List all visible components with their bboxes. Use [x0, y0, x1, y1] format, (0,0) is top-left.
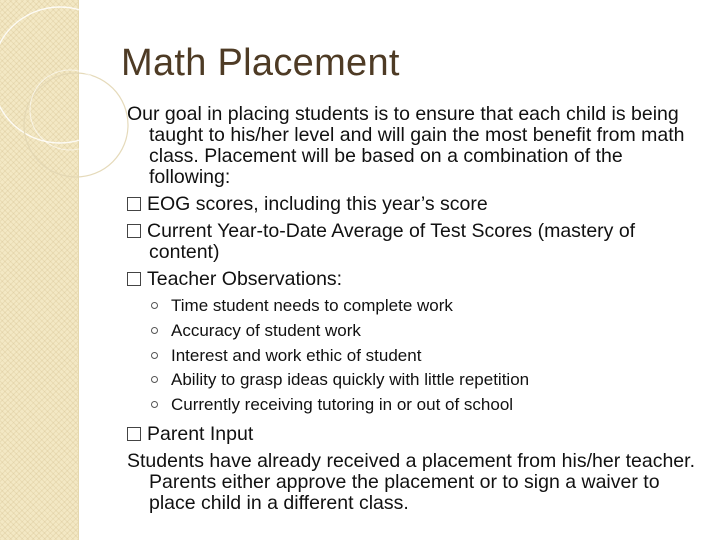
circle-bullet-icon: [151, 327, 158, 334]
circle-bullet-icon: [151, 376, 158, 383]
bullet-item: Parent Input: [127, 424, 707, 445]
sub-bullet-list: [127, 296, 707, 414]
closing-paragraph: Students have already received a placement from his/her teacher. Parents either approve the placement or to sign a waiver to place child in a different class.: [127, 450, 695, 515]
sub-bullet-item: Accuracy of student work: [127, 321, 707, 340]
slide-body: [127, 104, 707, 520]
sub-bullet-item: Currently receiving tutoring in or out of school: [127, 395, 707, 414]
square-bullet-icon: [127, 197, 141, 211]
sub-bullet-item: Time student needs to complete work: [127, 296, 707, 315]
circle-bullet-icon: [151, 302, 158, 309]
intro-paragraph: Our goal in placing students is to ensure that each child is being taught to his/her level and will gain the most benefit from math class. Placement will be based on a combination of the following:: [127, 103, 685, 188]
bullet-item: Current Year-to-Date Average of Test Scores (mastery of content): [127, 221, 707, 263]
sub-bullet-item: Ability to grasp ideas quickly with little repetition: [127, 370, 707, 389]
circle-bullet-icon: [151, 352, 158, 359]
square-bullet-icon: [127, 427, 141, 441]
square-bullet-icon: [127, 224, 141, 238]
bullet-item: Teacher Observations:: [127, 269, 707, 290]
square-bullet-icon: [127, 272, 141, 286]
sub-bullet-item: Interest and work ethic of student: [127, 346, 707, 365]
bullet-item: EOG scores, including this year’s score: [127, 194, 707, 215]
slide-title: Math Placement: [121, 42, 400, 84]
circle-bullet-icon: [151, 401, 158, 408]
